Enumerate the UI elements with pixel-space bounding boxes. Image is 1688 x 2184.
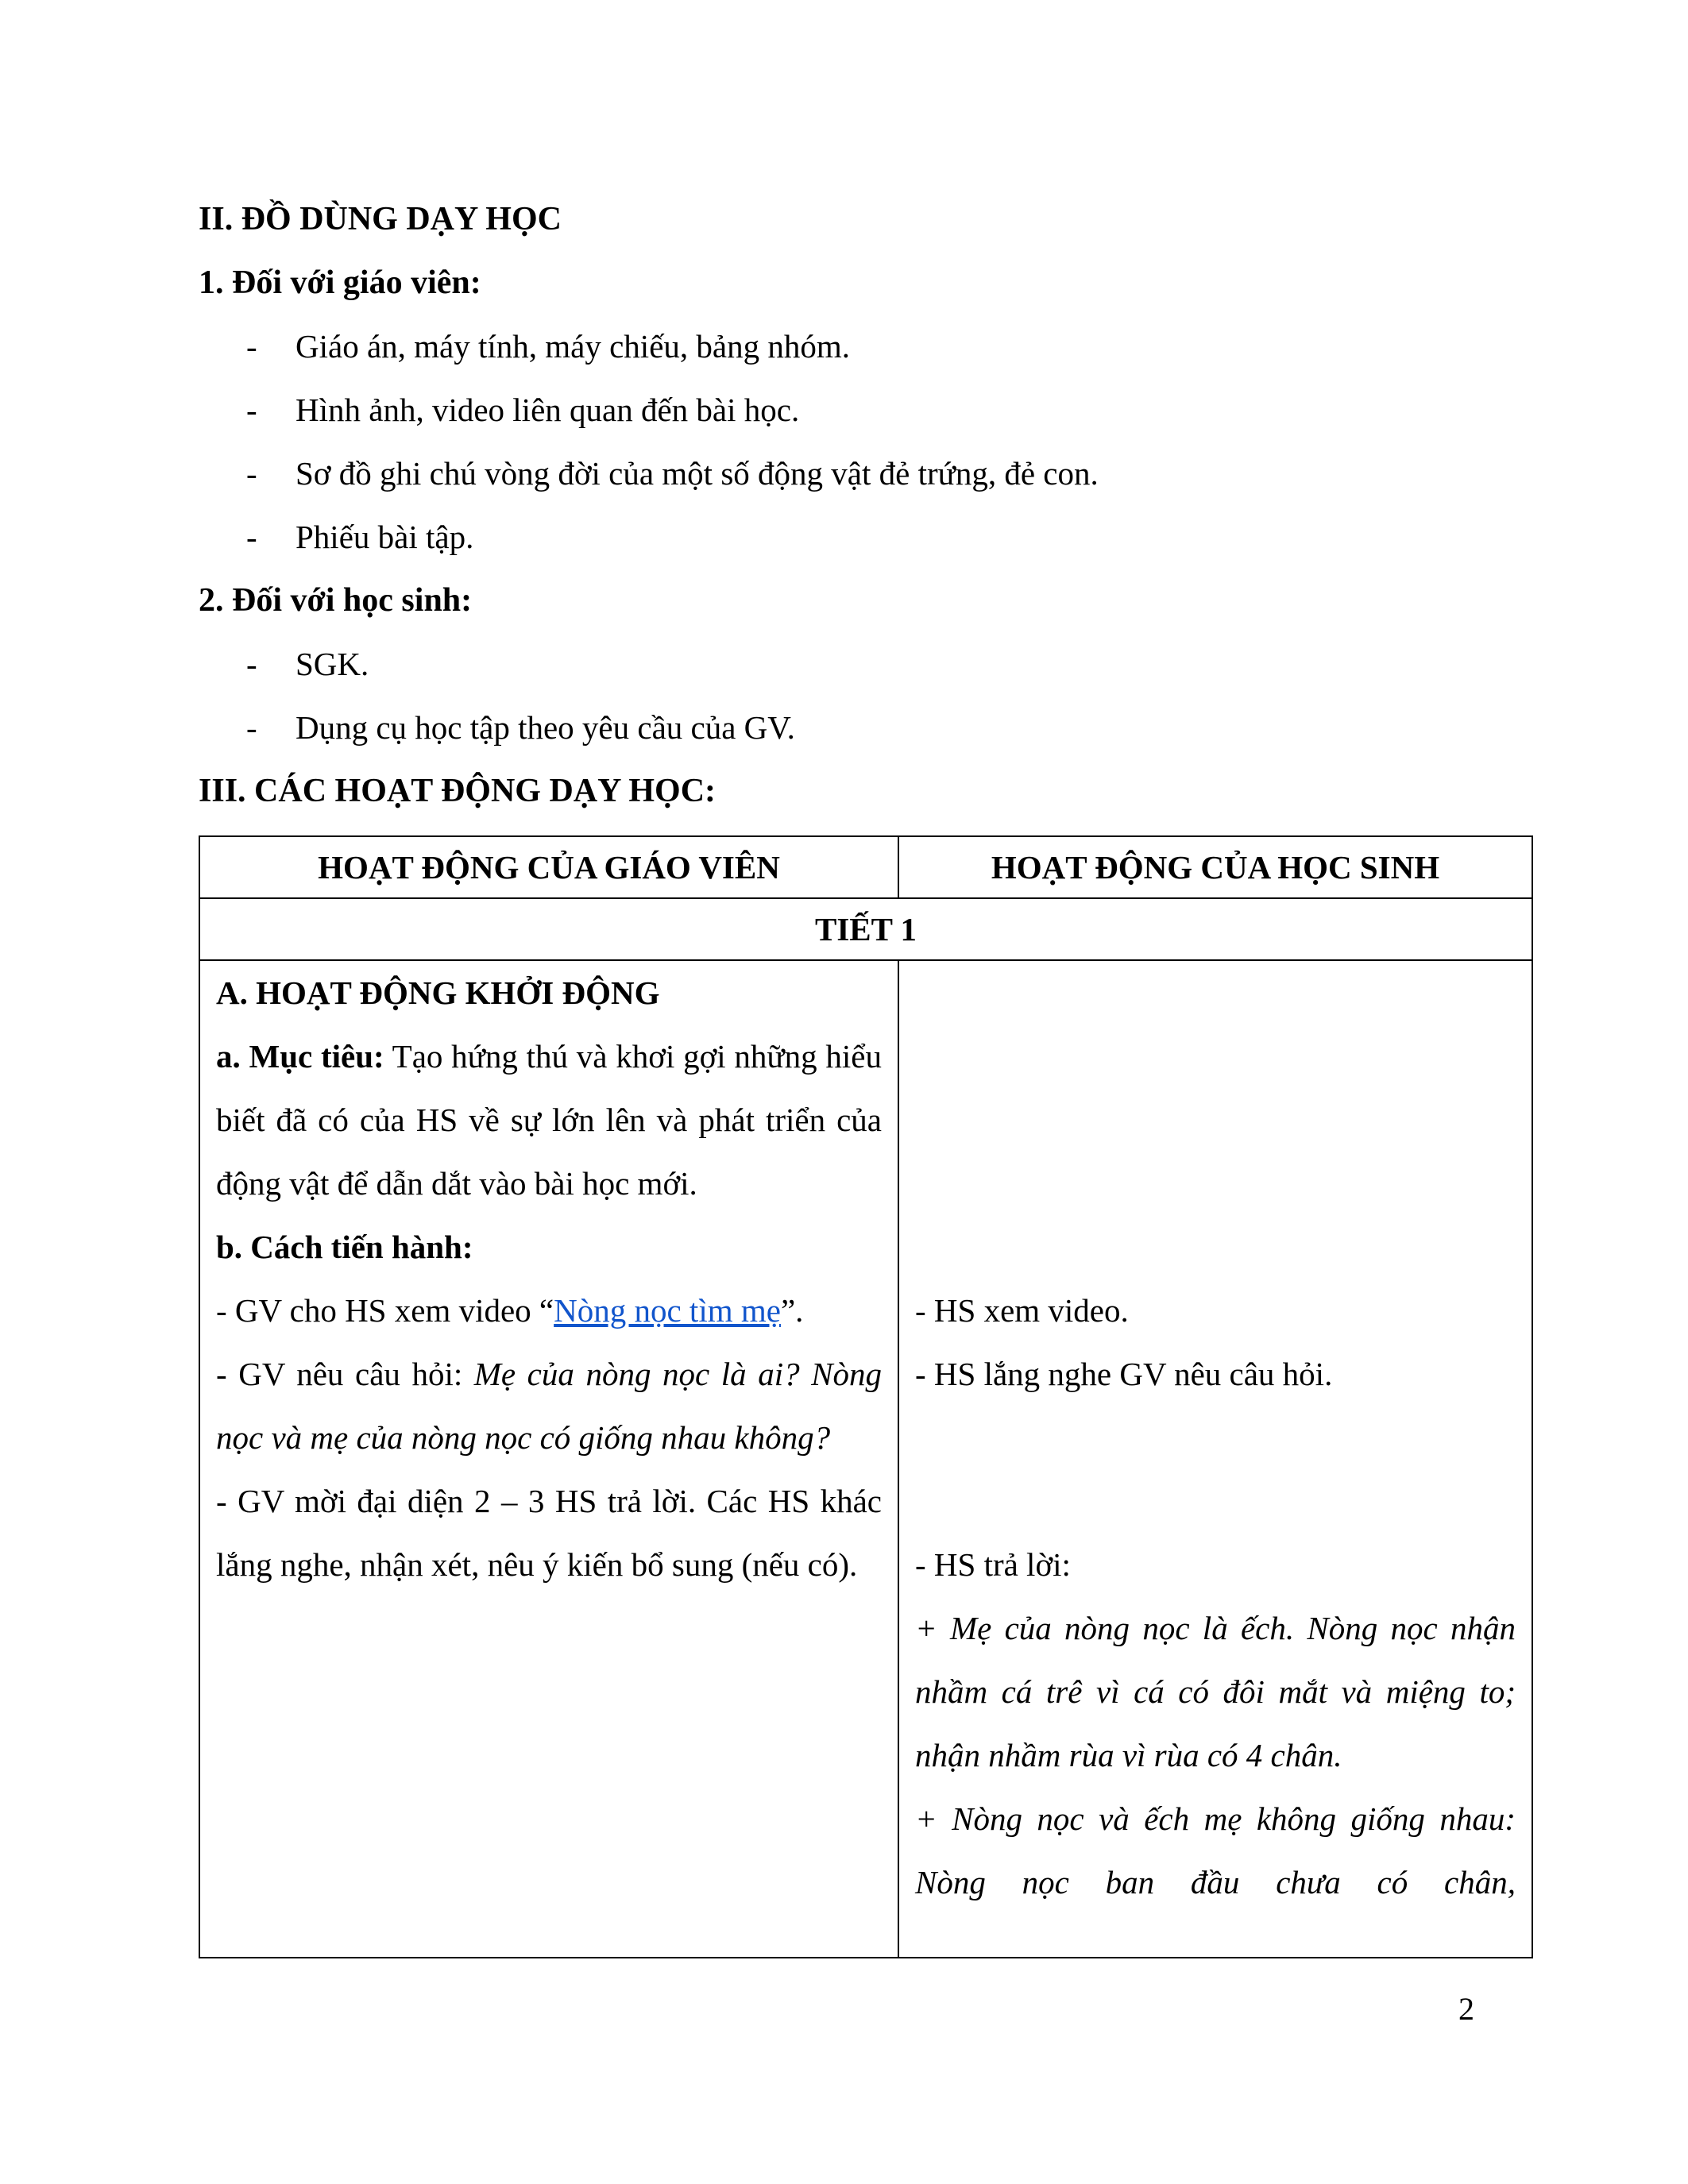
list-item: - Hình ảnh, video liên quan đến bài học. [246,392,800,428]
student-spacer [915,961,1516,1279]
section-2-title: II. ĐỒ DÙNG DẠY HỌC [199,201,562,237]
list-item: - Phiếu bài tập. [246,519,474,555]
goal-text: Tạo hứng thú và khơi gợi những hiểu biết đã có của HS về sự lớn lên và phát triển của động vật để dẫn dắt vào bài học mới. [216,1038,882,1202]
list-item: - Dụng cụ học tập theo yêu cầu của GV. [246,709,795,746]
list-item: - Sơ đồ ghi chú vòng đời của một số động vật đẻ trứng, đẻ con. [246,455,1099,492]
list-item: - SGK. [246,646,369,682]
period-row [199,898,1532,960]
bullet-dash: - [246,455,257,492]
question-text: Mẹ của nòng nọc là ai? Nòng nọc và mẹ của nòng nọc có giống nhau không? [216,1356,882,1456]
student-spacer [915,1406,1516,1533]
student-answer-2: + Nòng nọc và ếch mẹ không giống nhau: Nòng nọc ban đầu chưa có chân, [915,1800,1516,1900]
student-step-answer: - HS trả lời: [915,1546,1071,1583]
goal-label: a. Mục tiêu: [216,1038,384,1075]
section-3-title: III. CÁC HOẠT ĐỘNG DẠY HỌC: [199,773,717,809]
bullet-dash: - [246,328,257,365]
video-link[interactable]: Nòng nọc tìm mẹ [554,1292,781,1329]
table-row [199,960,1532,1958]
period-title: TIẾT 1 [199,898,1532,960]
activities-table [199,835,1533,1958]
student-heading: 2. Đối với học sinh: [199,582,473,619]
student-answer-1: + Mẹ của nòng nọc là ếch. Nòng nọc nhận nhầm cá trê vì cá có đôi mắt và miệng to; nhận nhầm rùa vì rùa có 4 chân. [915,1610,1516,1773]
header-teacher: HOẠT ĐỘNG CỦA GIÁO VIÊN [199,836,898,898]
student-step-watch: - HS xem video. [915,1292,1129,1329]
teacher-step-question: - GV nêu câu hỏi: Mẹ của nòng nọc là ai? Nòng nọc và mẹ của nòng nọc có giống nhau không? [216,1356,882,1456]
teacher-heading: 1. Đối với giáo viên: [199,264,481,301]
teacher-step-invite: - GV mời đại diện 2 – 3 HS trả lời. Các HS khác lắng nghe, nhận xét, nêu ý kiến bổ sung (nếu có). [216,1483,882,1583]
activity-title: A. HOẠT ĐỘNG KHỞI ĐỘNG [216,974,660,1011]
method-label: b. Cách tiến hành: [216,1229,473,1265]
teacher-cell [199,960,898,1958]
table-header-row [199,836,1532,898]
list-item: - Giáo án, máy tính, máy chiếu, bảng nhóm. [246,328,850,365]
bullet-dash: - [246,519,257,555]
student-cell [898,960,1532,1958]
page-number: 2 [1458,1991,1474,2027]
header-student: HOẠT ĐỘNG CỦA HỌC SINH [898,836,1532,898]
bullet-dash: - [246,392,257,428]
student-step-listen: - HS lắng nghe GV nêu câu hỏi. [915,1356,1333,1392]
bullet-dash: - [246,646,257,682]
goal-paragraph [216,1024,882,1215]
bullet-dash: - [246,709,257,746]
teacher-step-video: - GV cho HS xem video “Nòng nọc tìm mẹ”. [216,1292,804,1329]
